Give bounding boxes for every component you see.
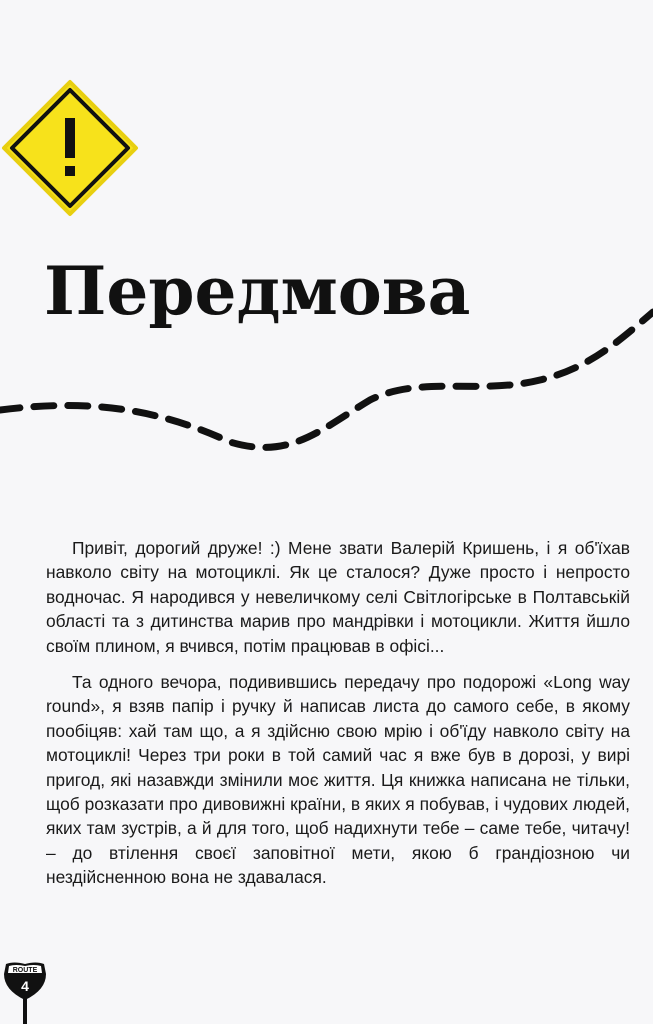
page-number: 4 [21, 978, 29, 994]
warning-sign-icon [0, 78, 140, 218]
route-sign-icon [2, 960, 48, 1024]
page-title: Передмова [44, 252, 471, 330]
paragraph: Привіт, дорогий друже! :) Мене звати Валерій Кришень, і я об'їхав навколо світу на мотоциклі. Як це сталося? Дуже просто і непросто водночас. Я народився у невеличкому селі Світлогірське в Полтавській області та з дитинства марив про мандрівки і мотоцикли. Життя йшло своїм плином, я вчився, потім працював в офісі... [46, 538, 630, 656]
preface-text [46, 536, 630, 902]
route-label: ROUTE [12, 967, 38, 974]
paragraph: Та одного вечора, подивившись передачу про подорожі «Long way round», я взяв папір і ручку й написав листа до самого себе, в якому пообіцяв: хай там що, а я здійсню свою мрію і об'їду навколо світу на мотоциклі! Через три роки в той самий час я вже був в дорозі, у вирі пригод, які назавжди змінили моє життя. Ця книжка написана не тільки, щоб розказати про дивовижні країни, в яких я побував, і чудових людей, яких там зустрів, а й для того, щоб надихнути тебе – саме тебе, читачу! – до втілення своєї заповітної мети, якою б грандіозною чи нездійсненною вона не здавалася. [46, 672, 630, 888]
